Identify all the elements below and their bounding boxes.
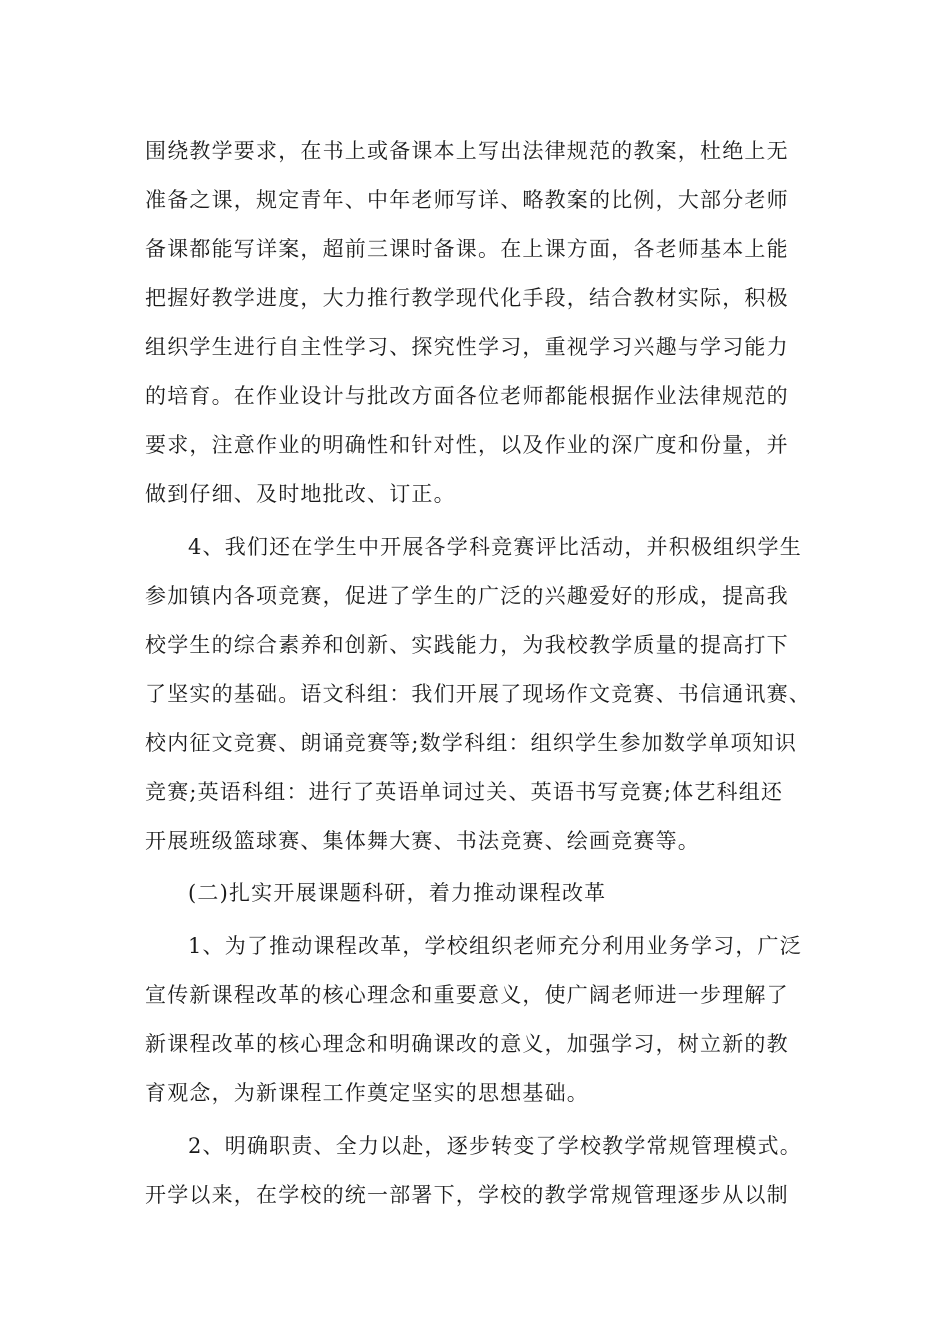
text-line: 新课程改革的核心理念和明确课改的意义，加强学习，树立新的教	[145, 1032, 789, 1056]
text-line: 育观念，为新课程工作奠定坚实的思想基础。	[145, 1081, 589, 1105]
text-line: 的培育。在作业设计与批改方面各位老师都能根据作业法律规范的	[145, 384, 789, 408]
text-line: 校学生的综合素养和创新、实践能力，为我校教学质量的提高打下	[145, 633, 789, 657]
text-line: 做到仔细、及时地批改、订正。	[145, 482, 456, 506]
paragraph-first-line: 1、为了推动课程改革，学校组织老师充分利用业务学习，广泛	[188, 934, 802, 958]
paragraph-first-line: 2、明确职责、全力以赴，逐步转变了学校教学常规管理模式。	[188, 1134, 802, 1158]
text-line: 开学以来，在学校的统一部署下，学校的教学常规管理逐步从以制	[145, 1183, 789, 1207]
text-line: 参加镇内各项竞赛，促进了学生的广泛的兴趣爱好的形成，提高我	[145, 584, 789, 608]
text-line: 备课都能写详案，超前三课时备课。在上课方面，各老师基本上能	[145, 237, 789, 261]
text-line: 把握好教学进度，大力推行教学现代化手段，结合教材实际，积极	[145, 286, 789, 310]
text-line: 组织学生进行自主性学习、探究性学习，重视学习兴趣与学习能力	[145, 335, 789, 359]
text-line: 围绕教学要求，在书上或备课本上写出法律规范的教案，杜绝上无	[145, 139, 789, 163]
text-line: 宣传新课程改革的核心理念和重要意义，使广阔老师进一步理解了	[145, 983, 789, 1007]
text-line: 竞赛;英语科组：进行了英语单词过关、英语书写竞赛;体艺科组还	[145, 780, 784, 804]
text-line: 准备之课，规定青年、中年老师写详、略教案的比例，大部分老师	[145, 188, 789, 212]
text-line: 开展班级篮球赛、集体舞大赛、书法竞赛、绘画竞赛等。	[145, 829, 700, 853]
text-line: 了坚实的基础。语文科组：我们开展了现场作文竞赛、书信通讯赛、	[145, 682, 811, 706]
text-line: 校内征文竞赛、朗诵竞赛等;数学科组：组织学生参加数学单项知识	[145, 731, 798, 755]
text-line: 要求，注意作业的明确性和针对性，以及作业的深广度和份量，并	[145, 433, 789, 457]
paragraph-first-line: 4、我们还在学生中开展各学科竞赛评比活动，并积极组织学生	[188, 535, 802, 559]
section-heading: (二)扎实开展课题科研，着力推动课程改革	[188, 881, 607, 905]
